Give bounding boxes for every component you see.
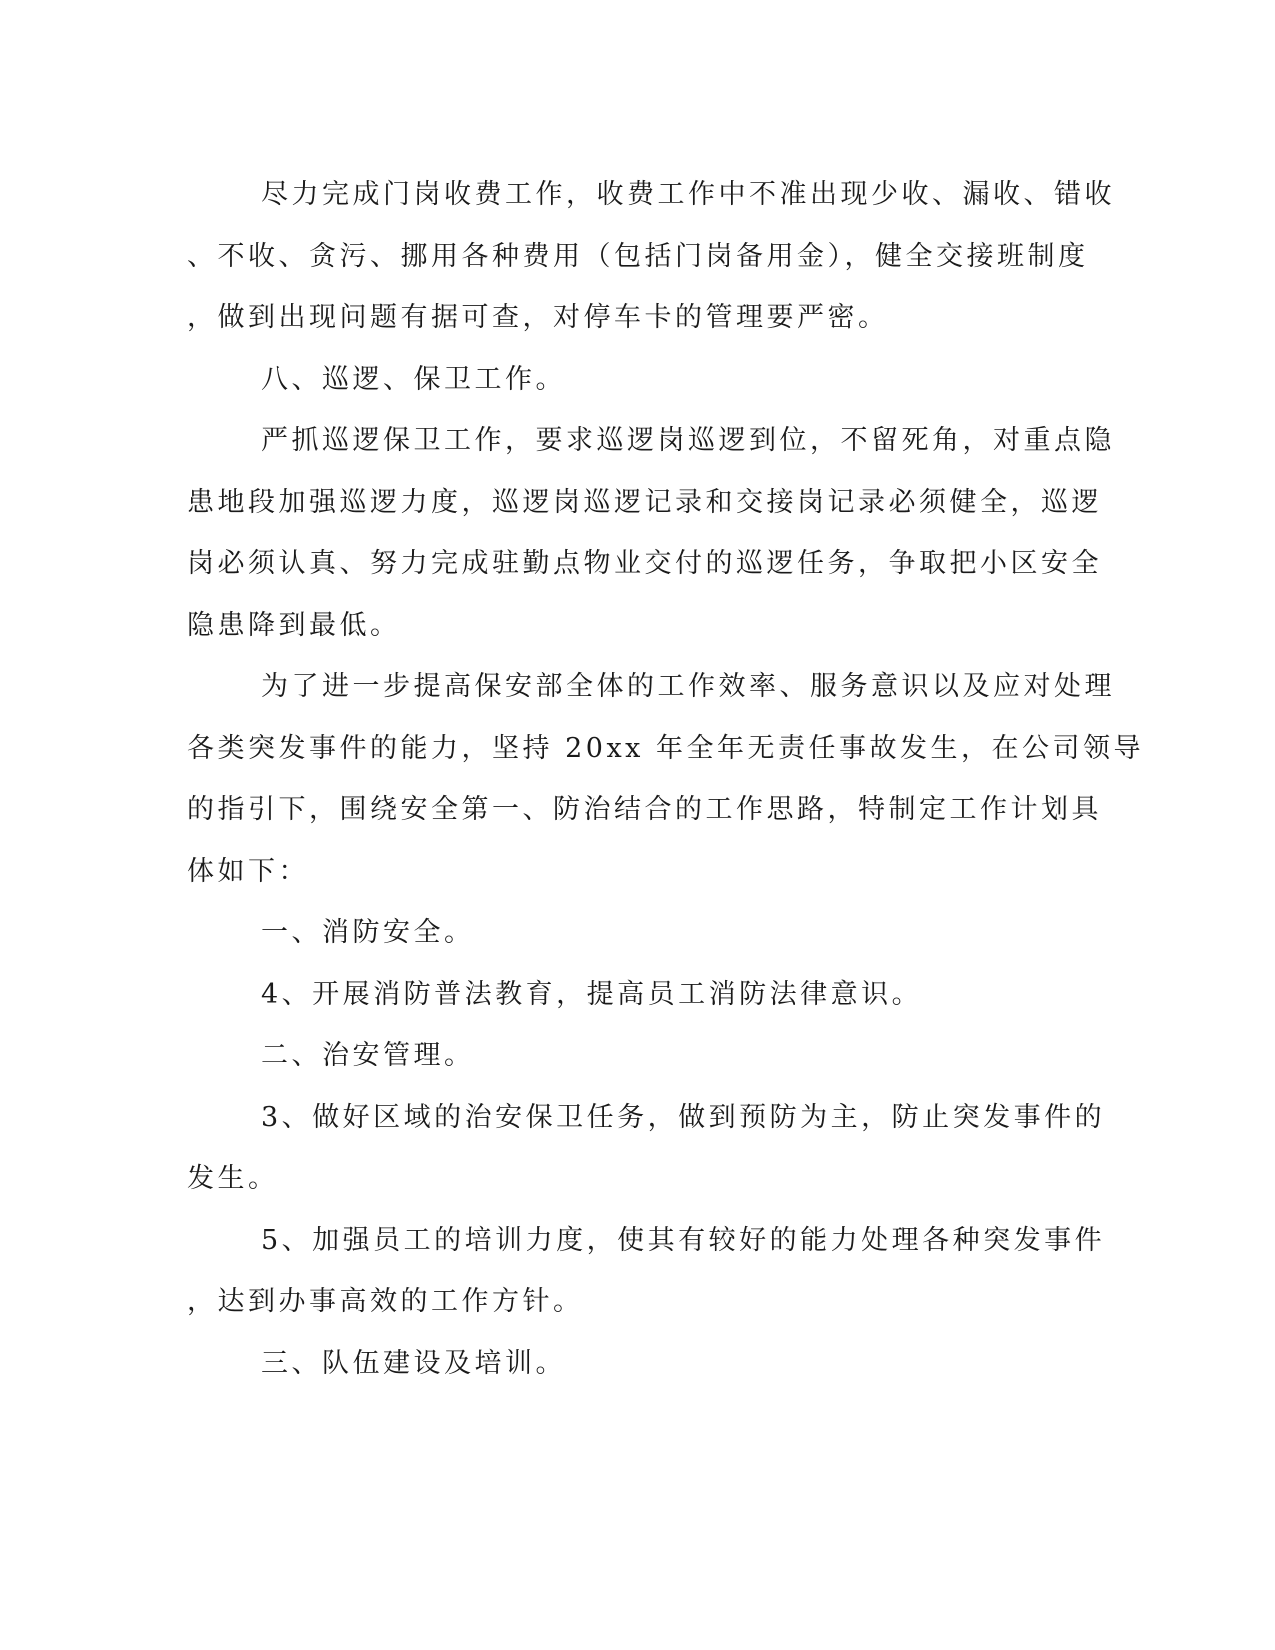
item-area-security <box>187 1087 1106 1210</box>
text-line: 三、队伍建设及培训。 <box>261 1347 566 1379</box>
item-staff-training <box>187 1210 1106 1333</box>
text-line: 的指引下，围绕安全第一、防治结合的工作思路，特制定工作计划具 <box>187 794 1102 825</box>
heading-public-order <box>187 1025 1077 1087</box>
text-line: 尽力完成门岗收费工作，收费工作中不准出现少收、漏收、错收 <box>261 179 1115 210</box>
text-line: 为了进一步提高保安部全体的工作效率、服务意识以及应对处理 <box>261 671 1115 702</box>
text-line: 4、开展消防普法教育，提高员工消防法律意识。 <box>261 978 923 1010</box>
paragraph-patrol-details <box>187 410 1115 656</box>
text-line: 一、消防安全。 <box>261 917 475 948</box>
paragraph-plan-intro <box>187 656 1144 902</box>
heading-team-building <box>187 1333 1077 1395</box>
text-line: 患地段加强巡逻力度，巡逻岗巡逻记录和交接岗记录必须健全，巡逻 <box>187 486 1102 518</box>
text-line: 严抓巡逻保卫工作，要求巡逻岗巡逻到位，不留死角，对重点隐 <box>261 425 1115 456</box>
text-line: 、不收、贪污、挪用各种费用（包括门岗备用金），健全交接班制度 <box>187 240 1089 272</box>
text-line: 3、做好区域的治安保卫任务，做到预防为主，防止突发事件的 <box>261 1101 1106 1133</box>
text-line: 5、加强员工的培训力度，使其有较好的能力处理各种突发事件 <box>261 1224 1106 1256</box>
text-line: 八、巡逻、保卫工作。 <box>261 363 566 395</box>
item-fire-law-education <box>187 964 1077 1026</box>
text-line: 体如下： <box>187 855 309 887</box>
text-line: 发生。 <box>187 1163 279 1194</box>
document-body <box>187 164 1144 1394</box>
heading-fire-safety <box>187 902 1077 964</box>
text-line: 各类突发事件的能力，坚持 20xx 年全年无责任事故发生，在公司领导 <box>187 732 1144 764</box>
text-line: 岗必须认真、努力完成驻勤点物业交付的巡逻任务，争取把小区安全 <box>187 548 1102 579</box>
text-line: 二、治安管理。 <box>261 1040 475 1071</box>
heading-patrol-security <box>187 349 1077 411</box>
text-line: 隐患降到最低。 <box>187 609 401 641</box>
text-line: ，达到办事高效的工作方针。 <box>187 1286 584 1317</box>
paragraph-toll-collection <box>187 164 1115 349</box>
text-line: ，做到出现问题有据可查，对停车卡的管理要严密。 <box>187 302 889 333</box>
